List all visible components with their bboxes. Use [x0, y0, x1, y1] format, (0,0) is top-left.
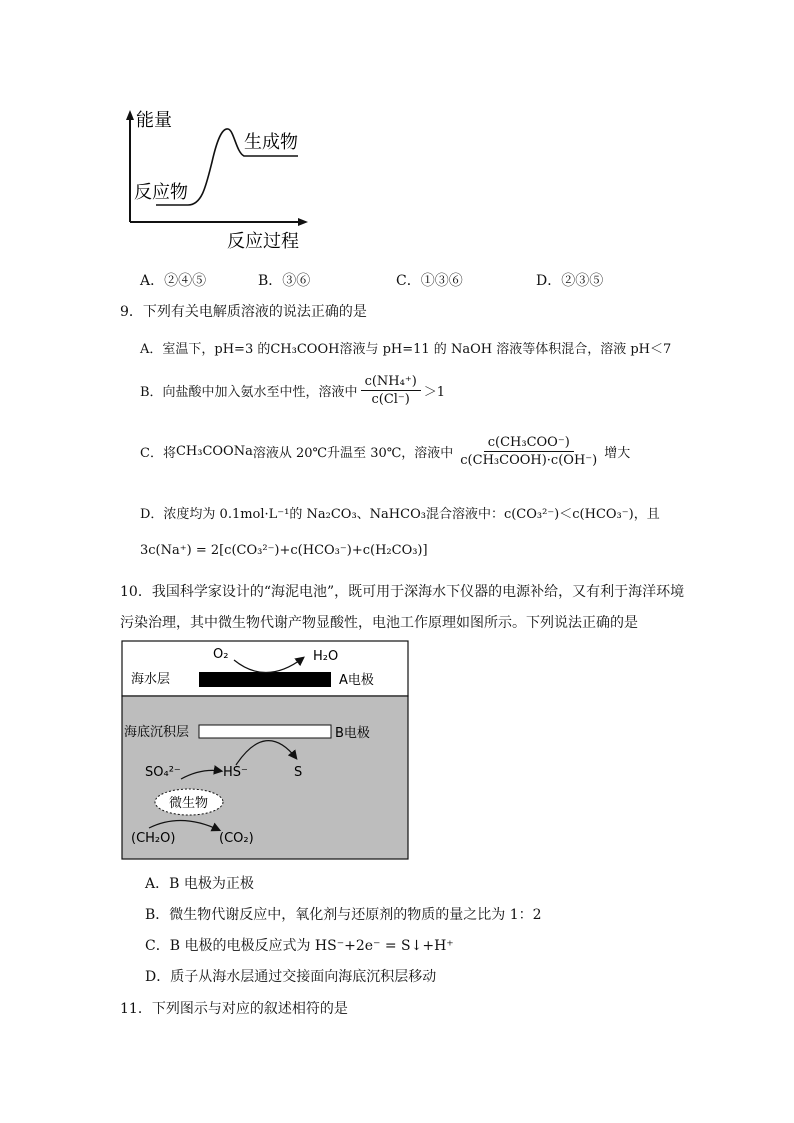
battery-diagram — [121, 640, 409, 860]
q9-option-c: C．将 CH₃COONa 溶液从 20℃升温至 30℃，溶液中 $\frac{\text{c(CH₃COO⁻)}}{\text{c(CH₃COOH)·c(OH⁻)}}$ 增大 — [140, 435, 631, 468]
q8-option-b: B．③⑥ — [258, 273, 311, 289]
electrode-b-label: B电极 — [335, 726, 370, 741]
ch2o-label: (CH₂O) — [131, 831, 176, 846]
q10-option-d: D．质子从海水层通过交接面向海底沉积层移动 — [145, 969, 437, 985]
h2o-label: H₂O — [313, 649, 339, 664]
seawater-label: 海水层 — [131, 672, 171, 687]
q9-option-b: B．向盐酸中加入氨水至中性，溶液中 $\frac{\text{c(NH₄⁺)}}{c(Cl^-)}$ ＞1 — [140, 374, 446, 407]
microbe-label: 微生物 — [169, 796, 209, 811]
x-axis-arrow — [298, 218, 308, 226]
q10-option-b: B．微生物代谢反应中，氧化剂与还原剂的物质的量之比为 1：2 — [145, 907, 542, 923]
q10-stem-line2: 污染治理，其中微生物代谢产物显酸性，电池工作原理如图所示。下列说法正确的是 — [120, 615, 638, 631]
q9-option-d-line1: D．浓度均为 0.1mol·L⁻¹的 Na₂CO₃、NaHCO₃混合溶液中：c(CO₃²⁻)＜c(HCO₃⁻)，且 — [140, 507, 660, 522]
q10-option-c: C．B 电极的电极反应式为 HS⁻+2e⁻ = S↓+H⁺ — [145, 938, 454, 954]
q9-option-a: A．室温下，pH=3 的CH₃COOH溶液与 pH=11 的 NaOH 溶液等体积混合，溶液 pH＜7 — [140, 342, 672, 357]
q10-stem-line1: 10．我国科学家设计的“海泥电池”，既可用于深海水下仪器的电源补给，又有利于海洋环境 — [120, 584, 685, 600]
x-axis-label: 反应过程 — [227, 231, 299, 252]
q11-stem: 11．下列图示与对应的叙述相符的是 — [120, 1001, 348, 1017]
o2-label: O₂ — [213, 647, 229, 662]
electrode-a — [199, 672, 331, 687]
fraction-acetate: $\frac{\text{c(CH₃COO⁻)}}{\text{c(CH₃COOH)·c(OH⁻)}}$ — [460, 435, 598, 468]
electrode-a-label: A电极 — [339, 673, 374, 688]
fraction-nh4-cl: $\frac{\text{c(NH₄⁺)}}{c(Cl^-)}$ — [361, 374, 421, 407]
y-axis-label: 能量 — [136, 110, 172, 131]
q10-option-a: A．B 电极为正极 — [145, 876, 254, 892]
reactant-label: 反应物 — [134, 182, 188, 203]
co2-label: (CO₂) — [219, 831, 254, 846]
s-label: S — [294, 765, 303, 780]
energy-diagram — [118, 104, 318, 254]
sediment-label: 海底沉积层 — [124, 725, 190, 740]
hs-label: HS⁻ — [223, 765, 248, 780]
q8-option-d: D．②③⑤ — [536, 273, 604, 289]
product-label: 生成物 — [244, 132, 298, 153]
q8-option-c: C．①③⑥ — [396, 273, 463, 289]
q9-stem: 9．下列有关电解质溶液的说法正确的是 — [120, 304, 367, 320]
so4-label: SO₄²⁻ — [145, 765, 181, 780]
electrode-b — [199, 725, 331, 738]
q9-option-d-line2: 3c(Na⁺) = 2[c(CO₃²⁻)+c(HCO₃⁻)+c(H₂CO₃)] — [140, 543, 428, 558]
q8-option-a: A．②④⑤ — [140, 273, 207, 289]
y-axis-arrow — [126, 110, 134, 120]
